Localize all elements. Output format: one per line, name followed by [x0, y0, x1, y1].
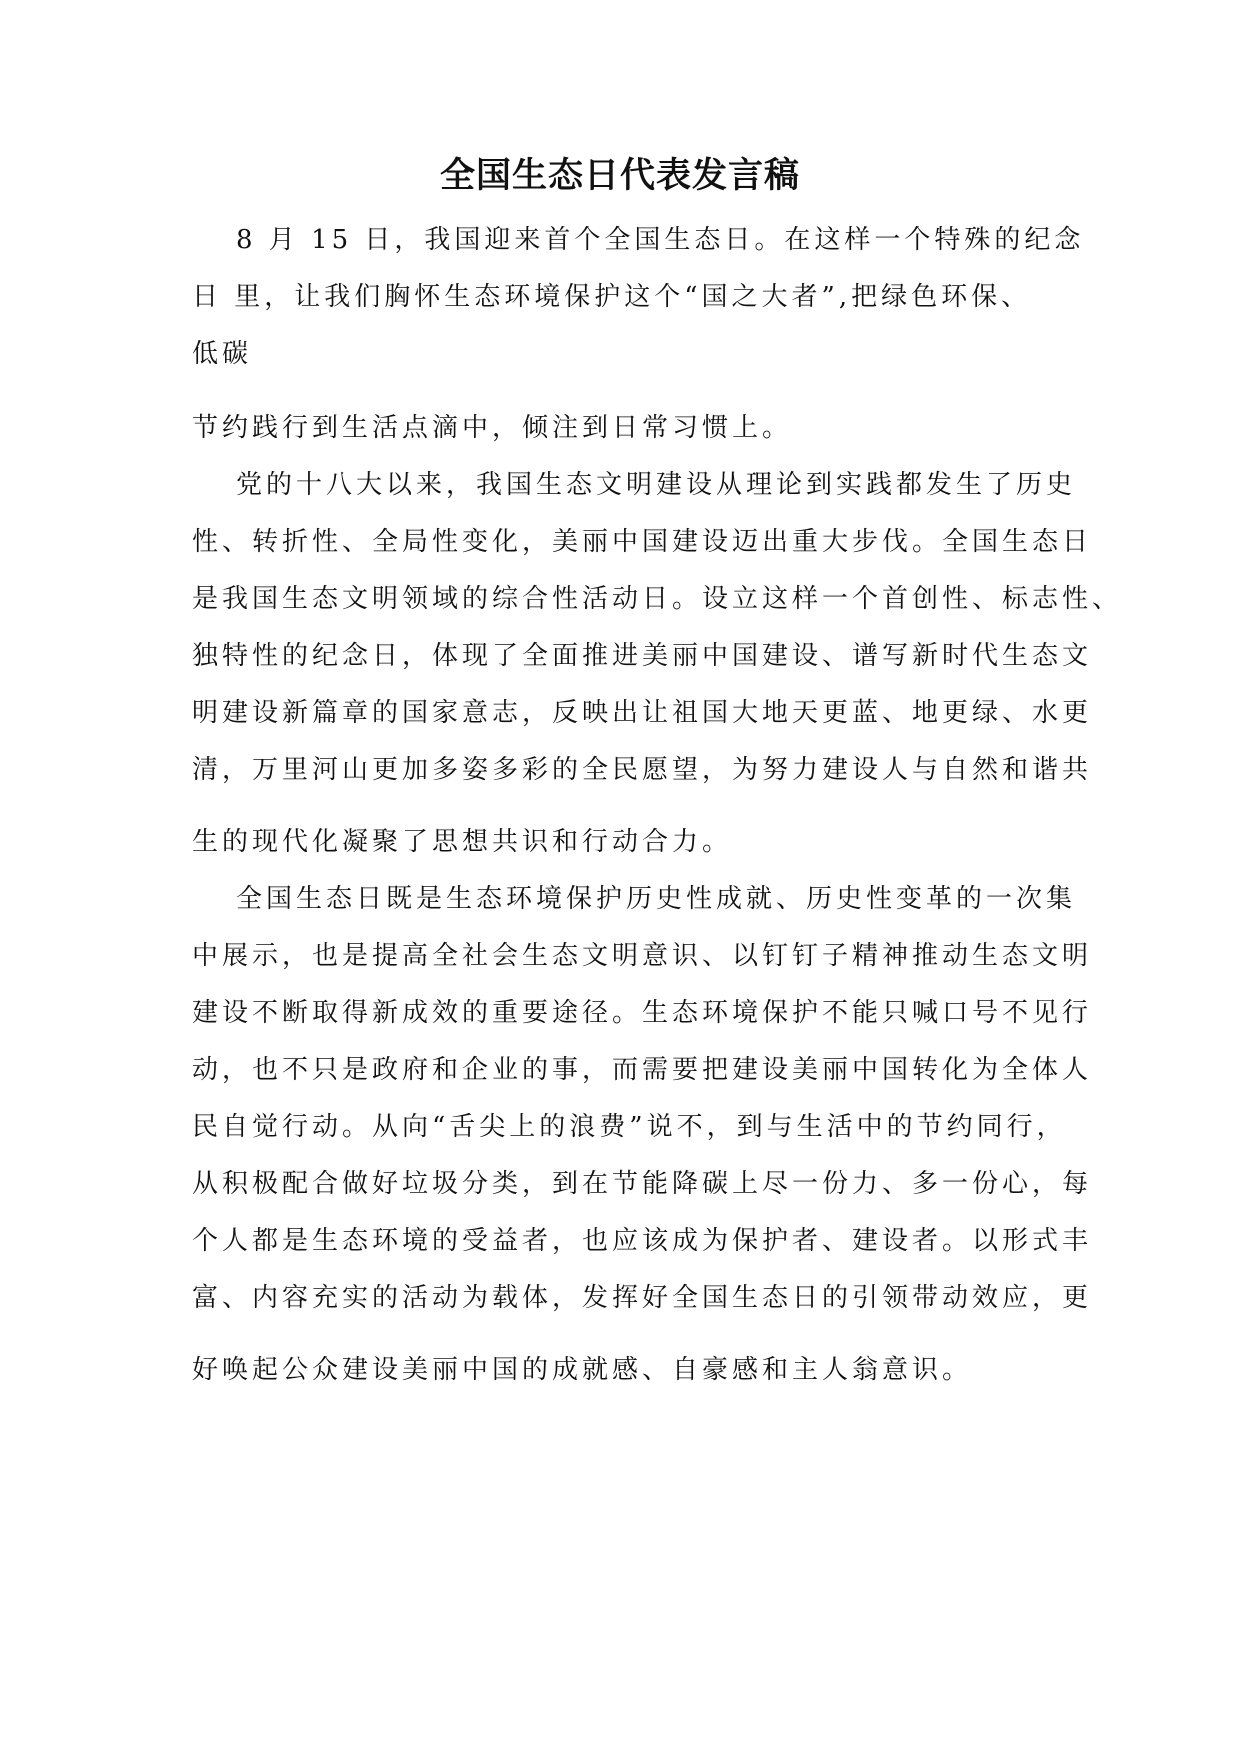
document-title: 全国生态日代表发言稿: [439, 155, 800, 196]
paragraph-1-line-2: 日 里，让我们胸怀生态环境保护这个“国之大者”,把绿色环保、: [192, 282, 1032, 312]
paragraph-1-line-1: 8 月 15 日，我国迎来首个全国生态日。在这样一个特殊的纪念: [236, 225, 1085, 255]
paragraph-2-line-7: 生的现代化凝聚了思想共识和行动合力。: [192, 827, 733, 857]
paragraph-3-line-4: 动，也不只是政府和企业的事，而需要把建设美丽中国转化为全体人: [192, 1055, 1093, 1085]
paragraph-3-line-2: 中展示，也是提高全社会生态文明意识、以钉钉子精神推动生态文明: [192, 941, 1093, 971]
paragraph-3-line-6: 从积极配合做好垃圾分类，到在节能降碳上尽一份力、多一份心，每: [192, 1169, 1093, 1199]
paragraph-3-line-1: 全国生态日既是生态环境保护历史性成就、历史性变革的一次集: [236, 884, 1077, 914]
paragraph-1-line-3: 低碳: [192, 339, 253, 369]
paragraph-3-line-7: 个人都是生态环境的受益者，也应该成为保护者、建设者。以形式丰: [192, 1226, 1093, 1256]
paragraph-3-line-5: 民自觉行动。从向“舌尖上的浪费”说不，到与生活中的节约同行，: [192, 1112, 1067, 1142]
paragraph-2-line-4: 独特性的纪念日，体现了全面推进美丽中国建设、谱写新时代生态文: [192, 641, 1093, 671]
paragraph-2-line-1: 党的十八大以来，我国生态文明建设从理论到实践都发生了历史: [236, 470, 1077, 500]
paragraph-2-line-5: 明建设新篇章的国家意志，反映出让祖国大地天更蓝、地更绿、水更: [192, 698, 1093, 728]
paragraph-2-line-2: 性、转折性、全局性变化，美丽中国建设迈出重大步伐。全国生态日: [192, 527, 1093, 557]
paragraph-2-line-3: 是我国生态文明领域的综合性活动日。设立这样一个首创性、标志性、: [192, 584, 1123, 614]
paragraph-3-line-3: 建设不断取得新成效的重要途径。生态环境保护不能只喊口号不见行: [192, 998, 1093, 1028]
paragraph-3-line-8: 富、内容充实的活动为载体，发挥好全国生态日的引领带动效应，更: [192, 1283, 1093, 1313]
paragraph-3-line-9: 好唤起公众建设美丽中国的成就感、自豪感和主人翁意识。: [192, 1355, 973, 1385]
paragraph-2-line-6: 清，万里河山更加多姿多彩的全民愿望，为努力建设人与自然和谐共: [192, 755, 1093, 785]
paragraph-1-line-4: 节约践行到生活点滴中，倾注到日常习惯上。: [192, 413, 793, 443]
